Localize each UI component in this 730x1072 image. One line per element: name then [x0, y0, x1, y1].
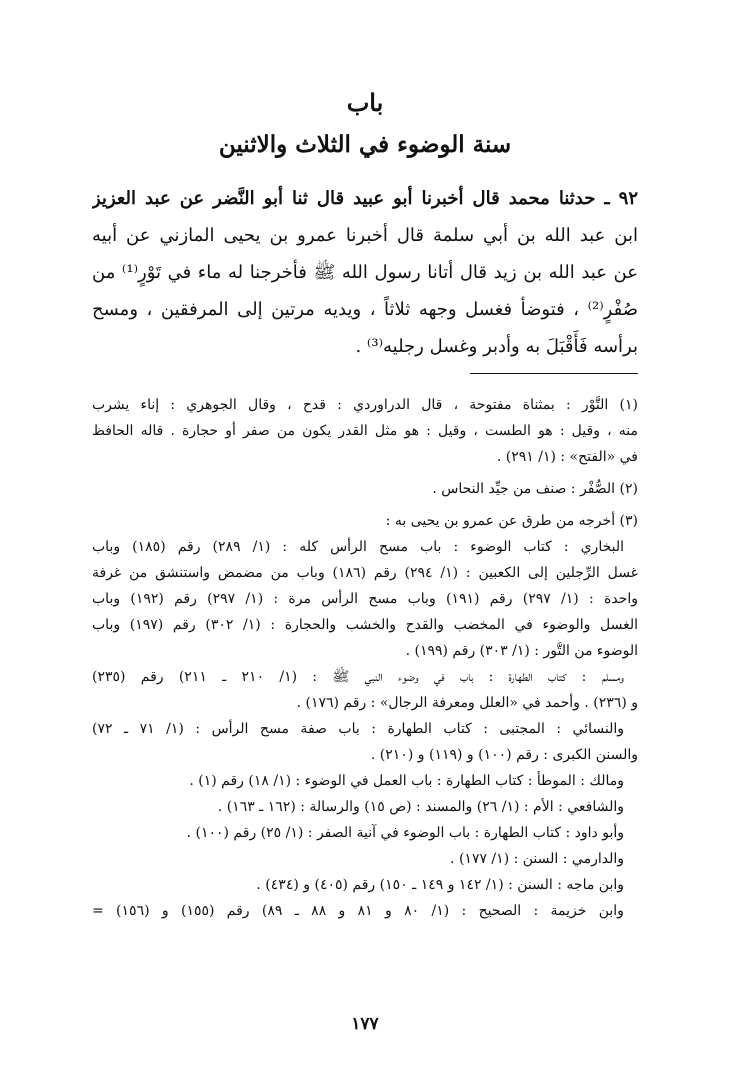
footnote-line: والدارمي : السنن : (١/ ١٧٧) . [450, 851, 624, 867]
hadith-text [92, 180, 638, 365]
footnote-line: والسنن الكبرى : رقم (١٠٠) و (١١٩) و (٢١٠) . [370, 747, 638, 763]
hadith-line: ابن عبد الله بن أبي سلمة قال أخبرنا عمرو بن يحيى المازني عن أبيه [92, 225, 638, 246]
footnote-line: والنسائي : المجتبى : كتاب الطهارة : باب صفة مسح الرأس : (١/ ٧١ ـ ٧٢) [92, 721, 624, 737]
footnote-line: الغسل والوضوء في المخضب والقدح والخشب والحجارة : (١/ ٣٠٢) رقم (١٩٧) وباب [92, 617, 638, 633]
footnote-line: (١) التَّوْر : بمثناة مفتوحة ، قال الدراوردي : قدح ، وقال الجوهري : إناء يشرب [92, 397, 638, 413]
footnote-line: و (٢٣٦) . وأحمد في «العلل ومعرفة الرجال» : رقم (١٧٦) . [296, 695, 638, 711]
footnote-line: في «الفتح» : (١/ ٢٩١) . [496, 449, 638, 465]
footnote-line: الوضوء من التَّور : (١/ ٣٠٣) رقم (١٩٩) . [405, 643, 638, 659]
footnote-line: وابن خزيمة : الصحيح : (١/ ٨٠ و ٨١ و ٨٨ ـ ٨٩) رقم (١٥٥) و (١٥٦) = [92, 903, 624, 919]
chapter-title: سنة الوضوء في الثلاث والاثنين [218, 131, 512, 158]
footnote-line: والشافعي : الأم : (١/ ٢٦) والمسند : (ص ١٥) والرسالة : (١٦٢ ـ ١٦٣) . [217, 799, 624, 815]
footnotes [92, 392, 638, 924]
footnote-line: غسل الرِّجلين إلى الكعبين : (١/ ٢٩٤) رقم (١٨٦) وباب من مضمض واستنشق من غرفة [92, 565, 638, 581]
footnote-separator [470, 373, 638, 374]
footnote-line: وأبو داود : كتاب الطهارة : باب الوضوء في آنية الصفر : (١/ ٢٥) رقم (١٠٠) . [186, 825, 624, 841]
footnote-line: (٢) الصُّفْر : صنف من جيِّد النحاس . [432, 481, 638, 497]
footnote-line: منه ، وقيل : هو الطست ، وقيل : هو مثل القدر يكون من صفر أو حجارة . قاله الحافظ [92, 423, 638, 439]
footnote-line: واحدة : (١/ ٢٩٧) رقم (١٩١) وباب مسح الرأس مرة : (١/ ٢٩٧) رقم (١٩٢) وباب [92, 591, 638, 607]
hadith-line: ٩٢ ـ حدثنا محمد قال أخبرنا أبو عبيد قال ثنا أبو النَّضر عن عبد العزيز [92, 188, 638, 209]
hadith-line: برأسه فَأَقْبَلَ به وأدبر وغسل رجليه⁽³⁾ . [355, 336, 638, 357]
footnote-line: (٣) أخرجه من طرق عن عمرو بن يحيى به : [385, 513, 638, 529]
page-number: ١٧٧ [351, 1014, 379, 1034]
footnote-line: البخاري : كتاب الوضوء : باب مسح الرأس كله : (١/ ٢٨٩) رقم (١٨٥) وباب [92, 539, 624, 555]
footnote-line: ومسلم : كتاب الطهارة : باب في وضوء النبي ﷺ : (١/ ٢١٠ ـ ٢١١) رقم (٢٣٥) [92, 669, 624, 685]
hadith-line: عن عبد الله بن زيد قال أتانا رسول الله ﷺ فأخرجنا له ماء في تَوْرٍ⁽¹⁾ من [92, 262, 638, 283]
chapter-label: باب [346, 88, 384, 117]
footnote-line: ومالك : الموطأ : كتاب الطهارة : باب العمل في الوضوء : (١/ ١٨) رقم (١) . [189, 773, 624, 789]
footnote-line: وابن ماجه : السنن : (١/ ١٤٢ و ١٤٩ ـ ١٥٠) رقم (٤٠٥) و (٤٣٤) . [256, 877, 624, 893]
hadith-line: صُفْرٍ⁽²⁾ ، فتوضأ فغسل وجهه ثلاثاً ، ويديه مرتين إلى المرفقين ، ومسح [92, 299, 638, 320]
